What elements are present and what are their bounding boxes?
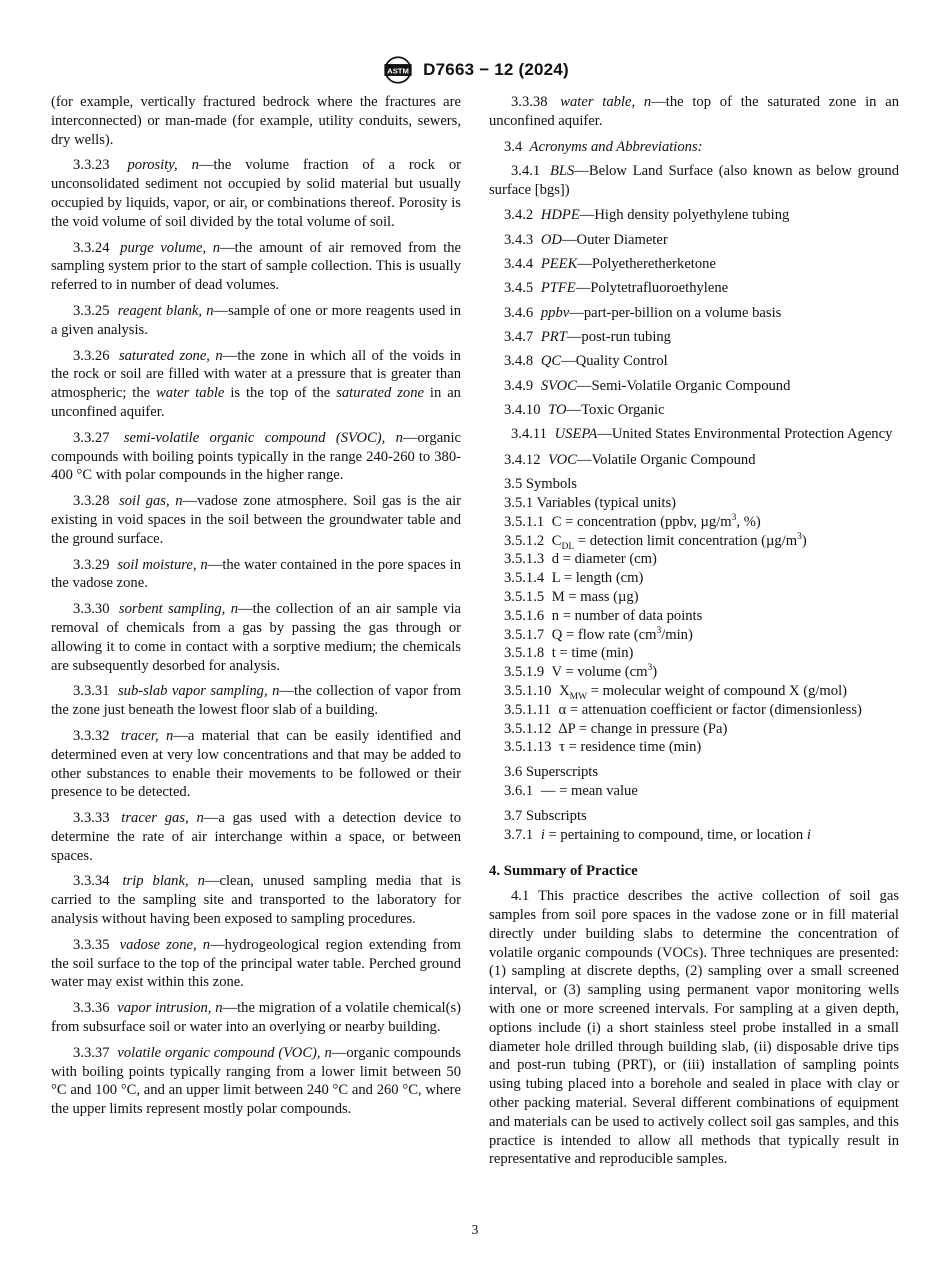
definition-3-3-24: 3.3.24 purge volume, n—the amount of air removed from the sampling system prior to the start of sample collection. This is usually referred to in number of dead volumes. [51, 239, 462, 294]
document-id: D7663 − 12 (2024) [423, 60, 569, 79]
definition-3-3-30: 3.3.30 sorbent sampling, n—the collection of an air sample via removal of chemicals from a gas by passing the gas through or allowing it to come in contact with a sorptive medium; the chemicals are subsequently desorbed for analysis. [51, 601, 462, 674]
subscripts-heading: 3.7 Subscripts [504, 807, 587, 824]
definition-3-3-29: 3.3.29 soil moisture, n—the water contained in the pore spaces in the vadose zone. [51, 556, 461, 592]
continued-paragraph: (for example, vertically fractured bedrock where the fractures are interconnected) or man-made (for example, utility conduits, sewers, dry wells). [51, 94, 461, 148]
variable-l: 3.5.1.4 L = length (cm) [504, 570, 644, 587]
variable-t: 3.5.1.8 t = time (min) [504, 645, 634, 662]
superscript-mean-value: 3.6.1 — = mean value [504, 783, 638, 799]
symbols-heading: 3.5 Symbols [504, 476, 577, 493]
paragraph-4-1: 4.1 This practice describes the active collection of soil gas samples from soil pore spaces in the vadose zone or in fill material directly under building slabs to determine the concentration of volatile organic compounds (VOCs). Three techniques are presented: (1) sampling at discrete depths, (2) sampling over a small screened interval, or (3) sampling using permanent vapor monitoring wells with one or more screened intervals. For sampling at a given depth, options include (i) a short stainless steel probe installed in a small diameter hole drilled through building slab, (ii) disposable drive tips and post-run tubing (PRT), or (iii) installation of sampling points using tubing placed into a borehole and sealed in place with clay or other packing material. Several different combinations of equipment and materials can be used to actively collect soil gas samples, and this practice is intended to allow all methods that typically result in representative and reproducible samples. [489, 888, 899, 1168]
right-column [489, 93, 899, 1176]
left-column [51, 93, 461, 1126]
definition-3-3-31: 3.3.31 sub-slab vapor sampling, n—the collection of vapor from the zone just beneath the lowest floor slab of a building. [51, 683, 461, 719]
acronym-3-4-12: 3.4.12 VOC—Volatile Organic Compound [504, 451, 756, 468]
definition-3-3-25: 3.3.25 reagent blank, n—sample of one or more reagents used in a given analysis. [51, 302, 462, 338]
variable-xmw: 3.5.1.10 $X_{MW}$ = molecular weight of compound X (g/mol) [504, 683, 847, 702]
acronym-3-4-8: 3.4.8 QC—Quality Control [504, 353, 668, 370]
definition-3-3-28: 3.3.28 soil gas, n—vadose zone atmosphere. Soil gas is the air existing in void spaces in the soil between the groundwater table and the ground surface. [51, 493, 462, 547]
acronym-3-4-10: 3.4.10 TO—Toxic Organic [504, 401, 665, 418]
variable-q: 3.5.1.7 Q = flow rate $(cm^3/\min)$ [504, 625, 693, 643]
variable-d: 3.5.1.3 d = diameter (cm) [504, 551, 657, 568]
definition-3-3-34: 3.3.34 trip blank, n—clean, unused sampling media that is carried to the sampling site and transported to the laboratory for analysis without having been exposed to sampling procedures. [51, 873, 461, 928]
acronym-3-4-6: 3.4.6 ppbv—part-per-billion on a volume basis [504, 304, 782, 321]
definition-3-3-27: 3.3.27 semi-volatile organic compound (SVOC), n—organic compounds with boiling points typically in the range 240-260 to 380-400 °C with polar compounds in the higher range. [51, 429, 461, 484]
variable-delta-p: 3.5.1.12 ΔP = change in pressure (Pa) [504, 720, 728, 737]
acronym-3-4-1: 3.4.1 BLS—Below Land Surface (also known as below ground surface [bgs]) [489, 162, 899, 198]
acronyms-heading: 3.4 Acronyms and Abbreviations: [504, 138, 703, 155]
acronym-3-4-9: 3.4.9 SVOC—Semi-Volatile Organic Compound [504, 377, 791, 394]
definition-3-3-32: 3.3.32 tracer, n—a material that can be easily identified and determined even at very low concentrations and that may be added to other substances to enable their movements to be followed or their presence to be detected. [51, 727, 461, 801]
page-number: 3 [471, 1222, 479, 1237]
page-header [0, 54, 950, 86]
definition-3-3-38: 3.3.38 water table, n—the top of the saturated zone in an unconfined aquifer. [489, 94, 899, 129]
definition-3-3-33: 3.3.33 tracer gas, n—a gas used with a detection device to determine the rate of air interchange within a space, or between spaces. [51, 810, 461, 864]
definition-3-3-36: 3.3.36 vapor intrusion, n—the migration of a volatile chemical(s) from subsurface soil or water into an overlying or nearby building. [51, 1000, 461, 1036]
acronym-3-4-2: 3.4.2 HDPE—High density polyethylene tubing [504, 207, 790, 224]
variable-tau: 3.5.1.13 τ = residence time (min) [504, 739, 702, 756]
variable-alpha: 3.5.1.11 α = attenuation coefficient or factor (dimensionless) [504, 701, 862, 718]
acronym-3-4-4: 3.4.4 PEEK—Polyetheretherketone [504, 256, 716, 273]
acronym-3-4-7: 3.4.7 PRT—post-run tubing [504, 328, 671, 345]
variable-n: 3.5.1.6 n = number of data points [504, 607, 703, 624]
superscripts-heading: 3.6 Superscripts [504, 764, 599, 781]
variable-m: 3.5.1.5 M = mass (µg) [504, 589, 639, 606]
acronym-3-4-5: 3.4.5 PTFE—Polytetrafluoroethylene [504, 280, 729, 297]
definition-3-3-26: 3.3.26 saturated zone, n—the zone in which all of the voids in the rock or soil are filled with water at a pressure that is greater than atmospheric; the water table is the top of the saturated zone in an unconfined aquifer. [51, 347, 461, 420]
variable-v: 3.5.1.9 V = volume $(cm^3)$ [504, 663, 658, 681]
subscript-i: 3.7.1 i = pertaining to compound, time, or location i [504, 826, 811, 843]
acronym-3-4-11: 3.4.11 USEPA—United States Environmental Protection Agency [511, 426, 893, 443]
svg-text:ASTM: ASTM [387, 66, 409, 76]
variable-c: 3.5.1.1 C = concentration (ppbv, $\mu g/m^3$, %) [504, 512, 761, 530]
variable-cdl: 3.5.1.2 $C_{DL}$ = detection limit concentration $(\mu g/m^3)$ [504, 531, 807, 552]
variables-heading: 3.5.1 Variables (typical units) [504, 495, 676, 512]
section-4-heading: 4. Summary of Practice [489, 863, 638, 880]
definition-3-3-37: 3.3.37 volatile organic compound (VOC), n—organic compounds with boiling points typically ranging from a lower limit between 50 °C and 100 °C, and an upper limit between 240 °C and 260 °C, where the upper limits represent mostly polar compounds. [51, 1044, 462, 1118]
acronym-3-4-3: 3.4.3 OD—Outer Diameter [504, 231, 668, 248]
definition-3-3-23: 3.3.23 porosity, n—the volume fraction of a rock or unconsolidated sediment not occupied by solid material but usually occupied by liquids, vapor, or air, or combinations thereof. Porosity is the void volume of soil divided by the total volume of soil. [51, 157, 461, 230]
astm-logo-icon [381, 55, 415, 85]
definition-3-3-35: 3.3.35 vadose zone, n—hydrogeological region extending from the soil surface to the top of the principal water table. Perched ground water may exist within this zone. [51, 936, 461, 991]
